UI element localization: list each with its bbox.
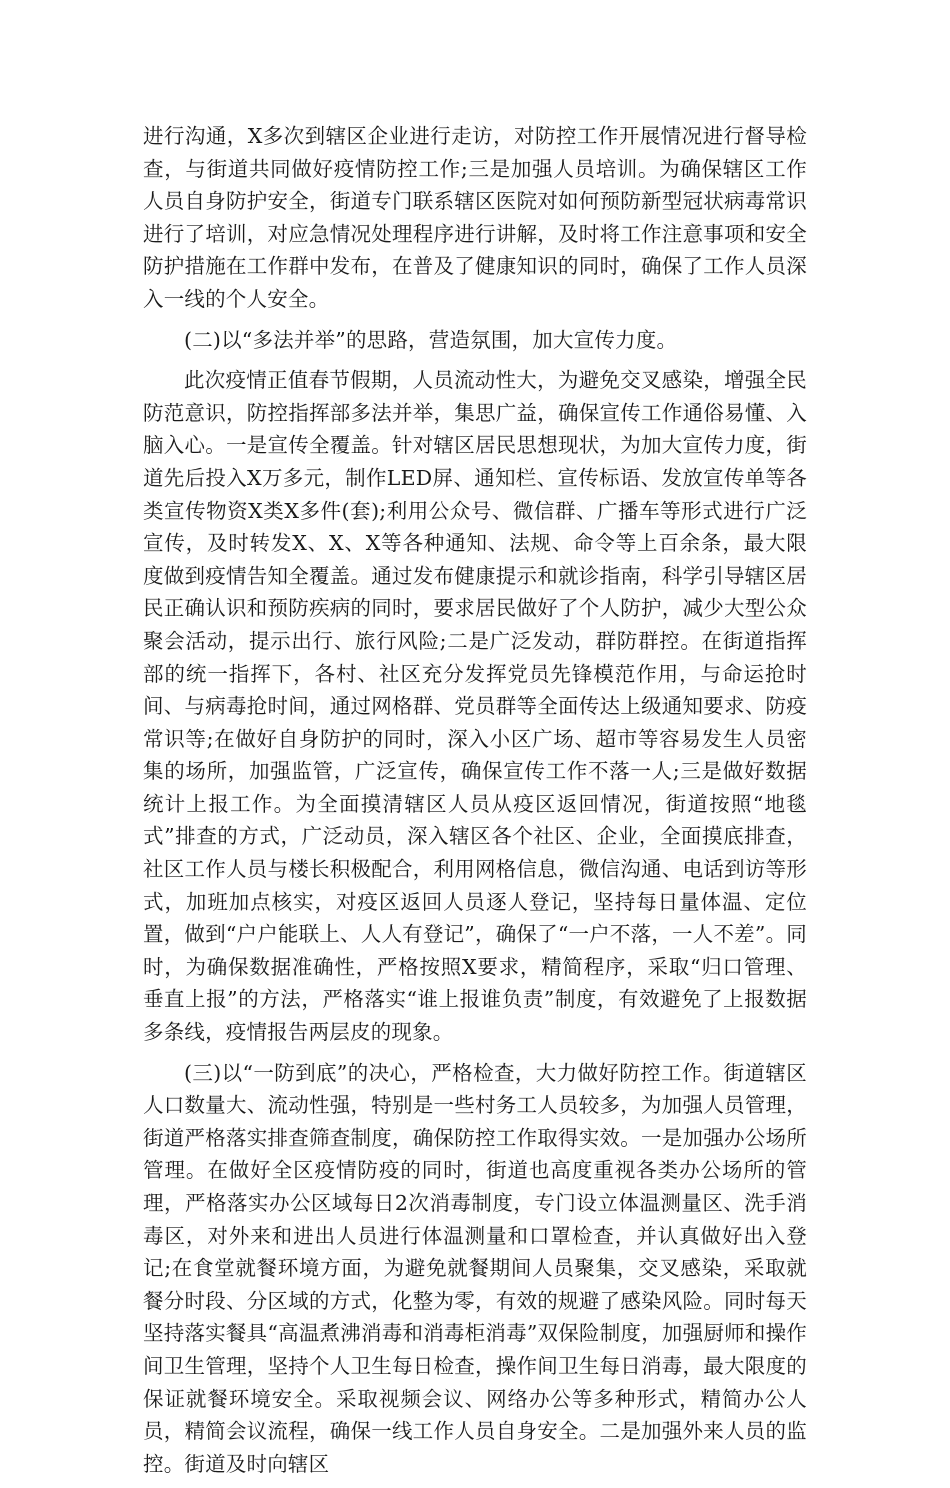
paragraph-continuation: 进行沟通，X多次到辖区企业进行走访，对防控工作开展情况进行督导检查，与街道共同做好疫情防控工作;三是加强人员培训。为确保辖区工作人员自身防护安全，街道专门联系辖区医院对如何预防新型冠状病毒常识进行了培训，对应急情况处理程序进行讲解，及时将工作注意事项和安全防护措施在工作群中发布，在普及了健康知识的同时，确保了工作人员深入一线的个人安全。 — [143, 124, 807, 311]
document-body — [143, 120, 807, 1488]
paragraph-publicity: 此次疫情正值春节假期，人员流动性大，为避免交叉感染，增强全民防范意识，防控指挥部多法并举，集思广益，确保宣传工作通俗易懂、入脑入心。一是宣传全覆盖。针对辖区居民思想现状，为加大宣传力度，街道先后投入X万多元，制作LED屏、通知栏、宣传标语、发放宣传单等各类宣传物资X类X多件(套);利用公众号、微信群、广播车等形式进行广泛宣传，及时转发X、X、X等各种通知、法规、命令等上百余条，最大限度做到疫情告知全覆盖。通过发布健康提示和就诊指南，科学引导辖区居民正确认识和预防疾病的同时，要求居民做好了个人防护，减少大型公众聚会活动，提示出行、旅行风险;二是广泛发动，群防群控。在街道指挥部的统一指挥下，各村、社区充分发挥党员先锋模范作用，与命运抢时间、与病毒抢时间，通过网格群、党员群等全面传达上级通知要求、防疫常识等;在做好自身防护的同时，深入小区广场、超市等容易发生人员密集的场所，加强监管，广泛宣传，确保宣传工作不落一人;三是做好数据统计上报工作。为全面摸清辖区人员从疫区返回情况，街道按照“地毯式”排查的方式，广泛动员，深入辖区各个社区、企业，全面摸底排查，社区工作人员与楼长积极配合，利用网格信息，微信沟通、电话到访等形式，加班加点核实，对疫区返回人员逐人登记，坚持每日量体温、定位置，做到“户户能联上、人人有登记”，确保了“一户不落，一人不差”。同时，为确保数据准确性，严格按照X要求，精简程序，采取“归口管理、垂直上报”的方法，严格落实“谁上报谁负责”制度，有效避免了上报数据多条线，疫情报告两层皮的现象。 — [143, 368, 807, 1045]
section-heading-two: (二)以“多法并举”的思路，营造氛围，加大宣传力度。 — [184, 327, 678, 352]
paragraph-section-three: (三)以“一防到底”的决心，严格检查，大力做好防控工作。街道辖区人口数量大、流动性强，特别是一些村务工人员较多，为加强人员管理，街道严格落实排查筛查制度，确保防控工作取得实效。一是加强办公场所管理。在做好全区疫情防疫的同时，街道也高度重视各类办公场所的管理，严格落实办公区域每日2次消毒制度，专门设立体温测量区、洗手消毒区，对外来和进出人员进行体温测量和口罩检查，并认真做好出入登记;在食堂就餐环境方面，为避免就餐期间人员聚集，交叉感染，采取就餐分时段、分区域的方式，化整为零，有效的规避了感染风险。同时每天坚持落实餐具“高温煮沸消毒和消毒柜消毒”双保险制度，加强厨师和操作间卫生管理，坚持个人卫生每日检查，操作间卫生每日消毒，最大限度的保证就餐环境安全。采取视频会议、网络办公等多种形式，精简办公人员，精简会议流程，确保一线工作人员自身安全。二是加强外来人员的监控。街道及时向辖区 — [143, 1060, 807, 1476]
